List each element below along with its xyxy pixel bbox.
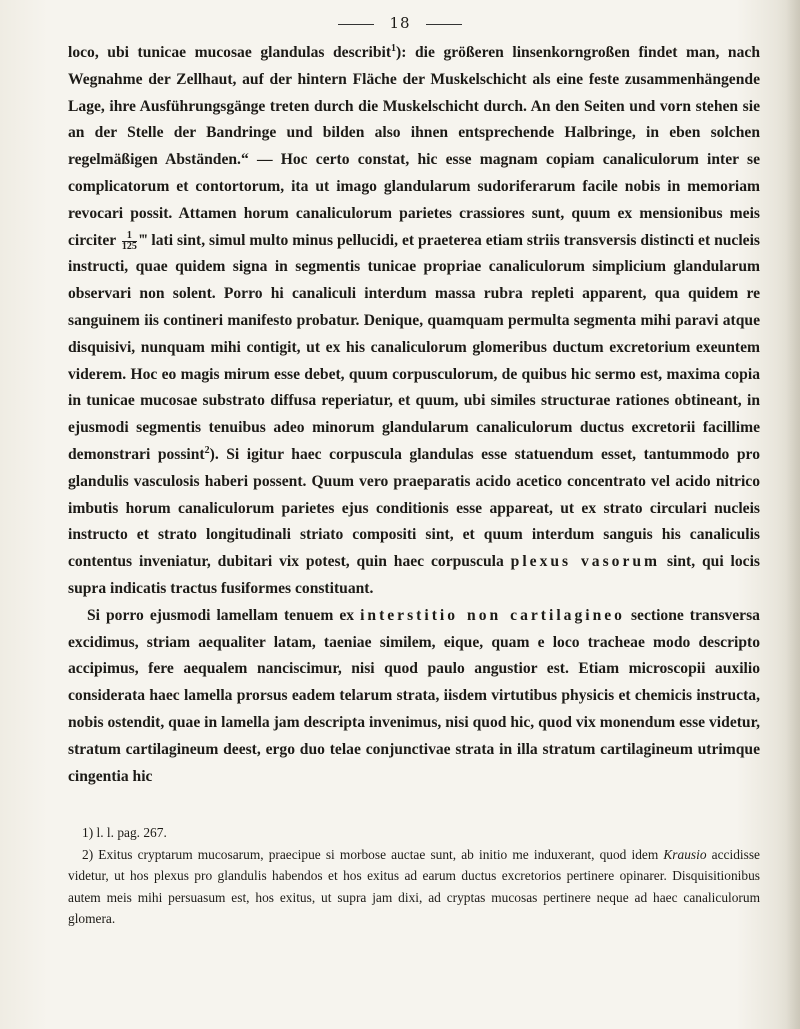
footnote-2 [68,844,760,930]
header-rule-left [338,24,374,25]
header-rule-right [426,24,462,25]
page-number: 18 [389,14,411,32]
page-edge-shadow [786,0,800,1029]
footnote-2-part-a: 2) Exitus cryptarum mucosarum, praecipue si morbose auctae sunt, ab initio me induxerant, quod idem [82,846,664,862]
footnotes [68,822,760,930]
fraction [122,231,137,252]
spaced-term-interstitio: interstitio non cartilagineo [360,606,625,624]
paragraph-1-part-d: ). Si igitur haec corpuscula glandulas esse statuendum esset, tantummodo pro glandulis vasculosis haberi possent. Quum vero praeparatis acido acetico concentrato vel acido nitrico imbutis horum canaliculorum parietes ejus conditionis esse appareat, ut ex strato circulari nucleis instructo et strato longitudinali striato compositi sint, et quum interdum sanguis his canaliculis contentus inveniatur, dubitari vix potest, quin haec corpuscula [68,445,760,571]
paragraph-1-part-b: ): die größeren linsenkorngroßen findet man, nach Wegnahme der Zellhaut, auf der hintern Fläche der Muskelschicht als eine feste zusammenhängende Lage, ihre Ausführungsgänge treten durch die Muskelschicht durch. An den Seiten und vorn stehen sie an der Stelle der Bandringe und bilden also ihnen entsprechende Halbringe, in eben solchen regelmäßigen Abständen.“ — Hoc certo constat, hic esse magnam copiam canaliculorum inter se complicatorum et contortorum, ita ut imago glandularum sudoriferarum facile nobis in memoriam revocari possit. Attamen horum canaliculorum parietes crassiores sunt, quum ex mensionibus meis circiter [68,44,760,249]
fraction-numerator: 1 [122,231,137,242]
paragraph-1-part-e: sint, qui locis supra indicatis tractus fusiformes constituant. [68,553,760,597]
main-text [68,40,760,790]
paragraph-1-part-c: ‴ lati sint, simul multo minus pellucidi, et praeterea etiam striis transversis distincti et nucleis instructi, quae quidem signa in segmentis tunicae propriae canaliculorum simplicium glandularum observari non solent. Porro hi canaliculi interdum massa rubra repleti apparent, qua quidem re sanguinem iis contineri manifesto probatur. Denique, quamquam permulta segmenta mihi paravi atque disquisivi, nunquam mihi contigit, ut ex his canaliculorum glomeribus ductum excretorium exeuntem viderem. Hoc eo magis mirum esse debet, quum corpusculorum, de quibus hic sermo est, maxima copia in tunicae mucosae substrato diffusa reperiatur, et quum, ubi similes structurae rationes obtineant, in ejusmodi segmentis tenuibus adeo minorum glandularum canaliculorum ductus excretorii facillime demonstrari possint [68,231,760,463]
footnote-ref-2: 2 [204,444,210,456]
spaced-term-plexus: plexus vasorum [510,553,661,571]
paragraph-1 [68,40,760,603]
footnote-2-author: Krausio [663,846,707,862]
page-header [0,14,800,32]
footnote-1: 1) l. l. pag. 267. [82,825,167,840]
fraction-denominator: 125 [121,240,137,252]
footnote-2-part-b: accidisse videtur, ut hos plexus pro glandulis habendos et hos exitus ad earum ductus excretorios pertinere opinarer. Disquisitionibus autem meis mihi persuasum est, hos exitus, ut supra jam dixi, ad cryptas mucosas pertinere neque ad haec canaliculorum glomera. [68,846,760,926]
paragraph-2 [68,603,760,791]
paragraph-2-part-a: Si porro ejusmodi lamellam tenuem ex [87,606,355,624]
paragraph-1-part-a: loco, ubi tunicae mucosae glandulas describit [68,44,392,61]
footnote-ref-1: 1 [391,42,397,54]
paragraph-2-part-b: sectione transversa excidimus, striam aequaliter latam, taeniae similem, eique, quam e loco tracheae modo descripto accipimus, fere aequalem nanciscimur, nisi quod paulo angustior est. Etiam microscopii auxilio considerata haec lamella prorsus eadem telarum strata, iisdem virtutibus physicis et chemicis instructa, nobis ostendit, quae in lamella jam descripta invenimus, nisi quod hic, quod vix monendum esse videtur, stratum cartilagineum deest, ergo duo telae conjunctivae strata in illa stratum cartilagineum utrimque cingentia hic [68,606,760,785]
